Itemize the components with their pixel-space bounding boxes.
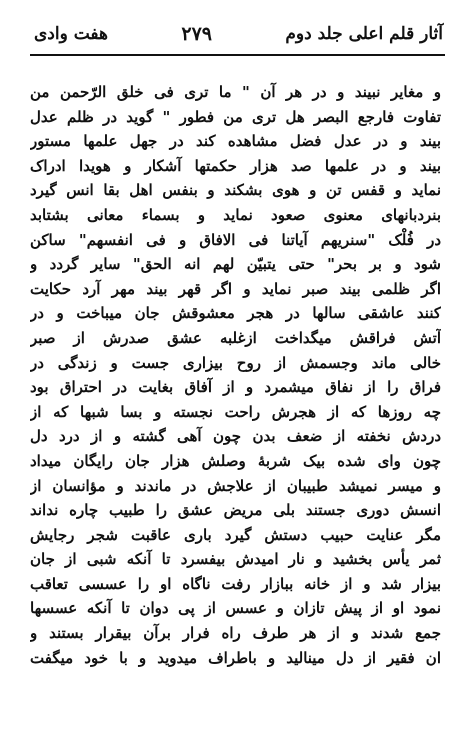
text-line: دردش نخفته از ضعف بدن چون آهی گشته و از درد دل: [30, 427, 441, 446]
text-line: کنند عاشقی سالها در هجر معشوقش جان میباخت و در: [30, 304, 441, 323]
text-line: و مغایر نبیند و در هر آن " ما تری فی خلق الرّحمن من: [30, 83, 441, 101]
text-line: ان فقیر از دل مینالید و باطراف میدوید و با خود میگفت: [30, 648, 441, 667]
text-line: بیند و در عدل فضل مشاهده کند در جهل علمها مستور: [30, 132, 441, 151]
text-line: و میسر نمیشد طبیبان از علاجش در ماندند و مؤانسان از: [30, 476, 441, 495]
text-line: تفاوت فارجع البصر هل تری من فطور " گوید در ظلم عدل: [30, 107, 441, 126]
text-line: خالی ماند وجسمش از روح بیزاری جست و زندگی در: [30, 353, 441, 372]
text-line: در فُلْک "سنریهم آیاتنا فی الافاق و فی انفسهم" ساکن: [30, 230, 441, 249]
text-line: جمع شدند و از هر طرف راه فرار برآن بیقرار بستند و: [30, 624, 441, 643]
text-line: بیزار شد و از خانه ببازار رفت ناگاه او را عسسی تعاقب: [30, 574, 441, 593]
chapter-title: هفت وادی: [34, 24, 108, 44]
text-line: نمود او از پیش تازان و عسس از پی دوان تا آنکه عسسها: [30, 599, 441, 618]
body-text: [30, 80, 441, 670]
text-line: بیند و در علمها صد هزار حکمتها آشکار و هویدا ادراک: [30, 156, 441, 175]
text-line: آتش فراقش میگداخت ازغلبه عشق صدرش از صبر: [30, 328, 441, 347]
text-line: شود و بر بحر" حتی یتبیّن لهم انه الحق" سایر گردد و: [30, 255, 441, 274]
text-line: ثمر یأس بخشید و نار امیدش بیفسرد تا آنکه شبی از جان: [30, 550, 441, 569]
header-rule: [30, 54, 445, 56]
text-line: فراق را از نفاق میشمرد و از آفاق بغایت در احتراق بود: [30, 378, 441, 397]
running-header: [34, 16, 443, 52]
page-number: ۲۷۹: [181, 23, 212, 45]
text-line: انسش دوری جستند بلی مریض عشق را طبیب چاره نداند: [30, 501, 441, 520]
text-line: بنردبانهای معنوی صعود نماید و بسماء معانی بشتابد: [30, 205, 441, 224]
text-line: مگر عنایت حبیب دستش گیرد باری عاقبت شجر رجایش: [30, 525, 441, 544]
text-line: چه روزها که از هجرش راحت نجسته و بسا شبها که از: [30, 402, 441, 421]
text-line: نماید و قفس تن و هوی بشکند و بنفس اهل بقا انس گیرد: [30, 181, 441, 200]
text-line: اگر ظلمی بیند صبر نماید و اگر قهر بیند مهر آرد حکایت: [30, 279, 441, 298]
text-line: چون وای شده بیک شربهٔ وصلش هزار جان رایگان میداد: [30, 451, 441, 470]
book-title: آثار قلم اعلی جلد دوم: [285, 24, 443, 44]
